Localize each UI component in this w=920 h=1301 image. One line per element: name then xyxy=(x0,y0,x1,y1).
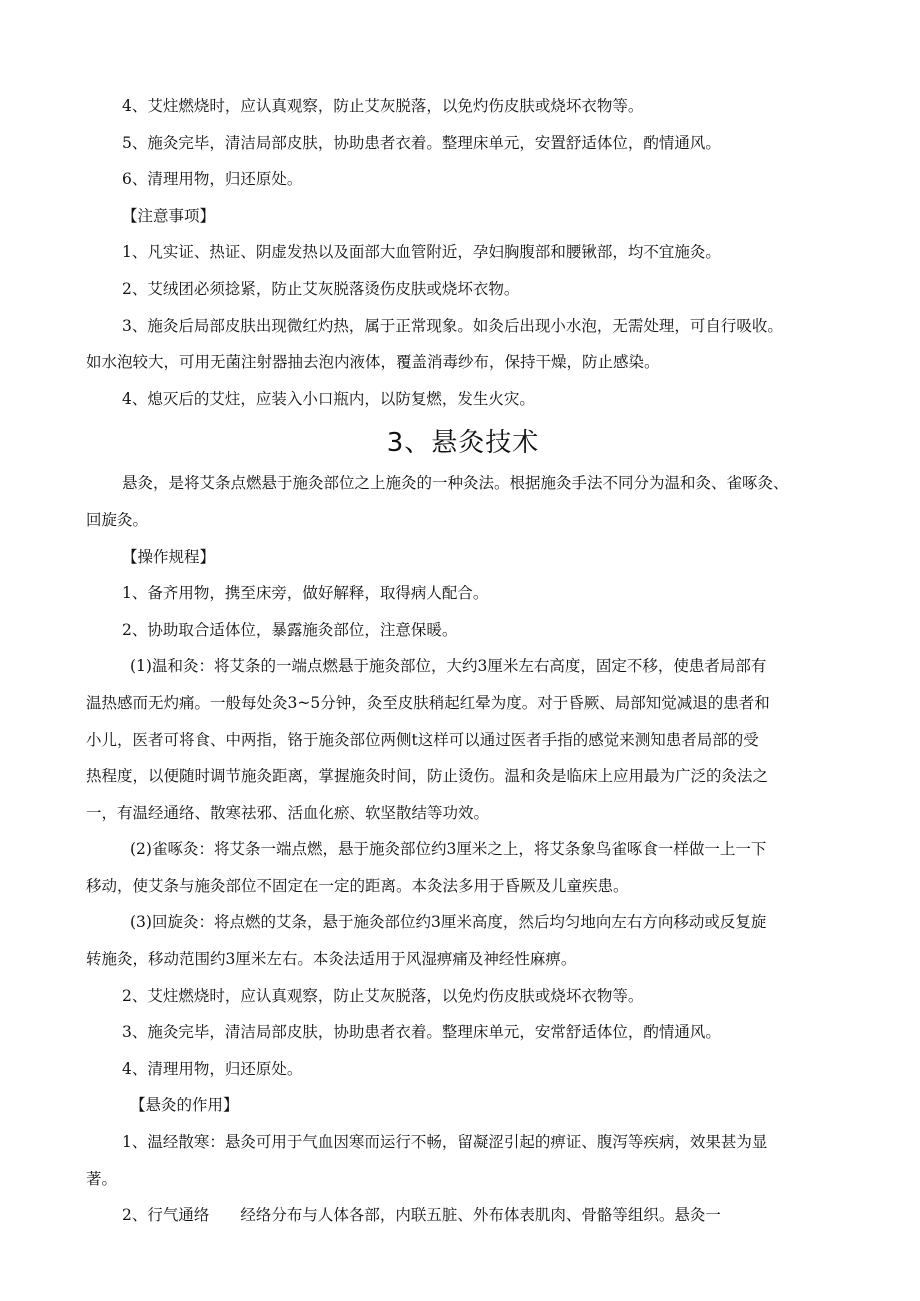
paragraph-line: 1、凡实证、热证、阴虚发热以及面部大血管附近，孕妇胸腹部和腰锹部，均不宜施灸。 xyxy=(122,243,721,262)
paragraph-line: 2、艾绒团必须捻紧，防止艾灰脱落烫伤皮肤或烧坏衣物。 xyxy=(122,279,520,298)
paragraph-line: (2)雀啄灸：将艾条一端点燃，悬于施灸部位约3厘米之上，将艾条象鸟雀啄食一样做一上一下 xyxy=(130,840,767,859)
paragraph-line: 转施灸，移动范围约3厘米左右。本灸法适用于风湿痹痛及神经性麻痹。 xyxy=(86,950,577,969)
paragraph-line: 移动，使艾条与施灸部位不固定在一定的距离。本灸法多用于昏厥及儿童疾患。 xyxy=(86,876,629,895)
paragraph-line: 热程度，以便随时调节施灸距离，掌握施灸时间，防止烫伤。温和灸是临床上应用最为广泛的灸法之 xyxy=(86,767,769,786)
paragraph-line: 1、备齐用物，携至床旁，做好解释，取得病人配合。 xyxy=(122,584,489,603)
paragraph-line: 3、施灸后局部皮肤出现微红灼热，属于正常现象。如灸后出现小水泡，无需处理，可自行吸收。 xyxy=(122,316,783,335)
paragraph-line: 温热感而无灼痛。一般每处灸3~5分钟，灸至皮肤稍起红晕为度。对于昏厥、局部知觉减退的患者和 xyxy=(86,693,770,712)
paragraph-line: 如水泡较大，可用无菌注射器抽去泡内液体，覆盖消毒纱布，保持干燥，防止感染。 xyxy=(86,353,660,372)
paragraph-line: 著。 xyxy=(86,1169,118,1188)
paragraph-line: 4、清理用物，归还原处。 xyxy=(122,1059,303,1078)
paragraph-line: 4、熄灭后的艾炷，应装入小口瓶内，以防复燃，发生火灾。 xyxy=(122,389,535,408)
paragraph-line: 小儿，医者可将食、中两指，铬于施灸部位两侧t这样可以通过医者手指的感觉来测知患者局部的受 xyxy=(86,730,759,749)
paragraph-line: 5、施灸完毕，清洁局部皮肤，协助患者衣着。整理床单元，安置舒适体位，酌情通风。 xyxy=(122,133,721,152)
paragraph-line: 悬灸，是将艾条点燃悬于施灸部位之上施灸的一种灸法。根据施灸手法不同分为温和灸、雀啄灸、 xyxy=(122,474,789,493)
paragraph-line: 一，有温经通络、散寒祛邪、活血化瘀、软坚散结等功效。 xyxy=(86,803,490,822)
paragraph-line: 4、艾炷燃烧时，应认真观察，防止艾灰脱落，以免灼伤皮肤或烧坏衣物等。 xyxy=(122,97,644,115)
section-text-block-1 xyxy=(86,88,840,417)
section-heading: 3、悬灸技术 xyxy=(386,428,540,459)
paragraph-line: 6、清理用物，归还原处。 xyxy=(122,170,303,189)
paragraph-line: (3)回旋灸：将点燃的艾条，悬于施灸部位约3厘米高度，然后均匀地向左右方向移动或反复旋 xyxy=(130,913,767,932)
paragraph-line: 1、温经散寒：悬灸可用于气血因寒而运行不畅，留凝涩引起的痹证、腹泻等疾病，效果甚为显 xyxy=(122,1133,768,1152)
paragraph-line: 2、协助取合适体位，暴露施灸部位，注意保暖。 xyxy=(122,620,458,639)
paragraph-line: 2、行气通络 经络分布与人体各部，内联五脏、外布体表肌肉、骨骼等组织。悬灸一 xyxy=(122,1206,721,1225)
paragraph-line: 【注意事项】 xyxy=(122,206,216,225)
paragraph-line: 3、施灸完毕，清洁局部皮肤，协助患者衣着。整理床单元，安常舒适体位，酌情通风。 xyxy=(122,1023,721,1042)
paragraph-line: 2、艾炷燃烧时，应认真观察，防止艾灰脱落，以免灼伤皮肤或烧坏衣物等。 xyxy=(122,986,644,1005)
paragraph-line: 回旋灸。 xyxy=(86,510,149,529)
paragraph-line: 【操作规程】 xyxy=(122,547,216,566)
paragraph-line: 【悬灸的作用】 xyxy=(130,1096,239,1115)
paragraph-line: (1)温和灸：将艾条的一端点燃悬于施灸部位，大约3厘米左右高度，固定不移，使患者局部有 xyxy=(130,657,767,676)
section-text-block-2 xyxy=(86,465,840,1233)
